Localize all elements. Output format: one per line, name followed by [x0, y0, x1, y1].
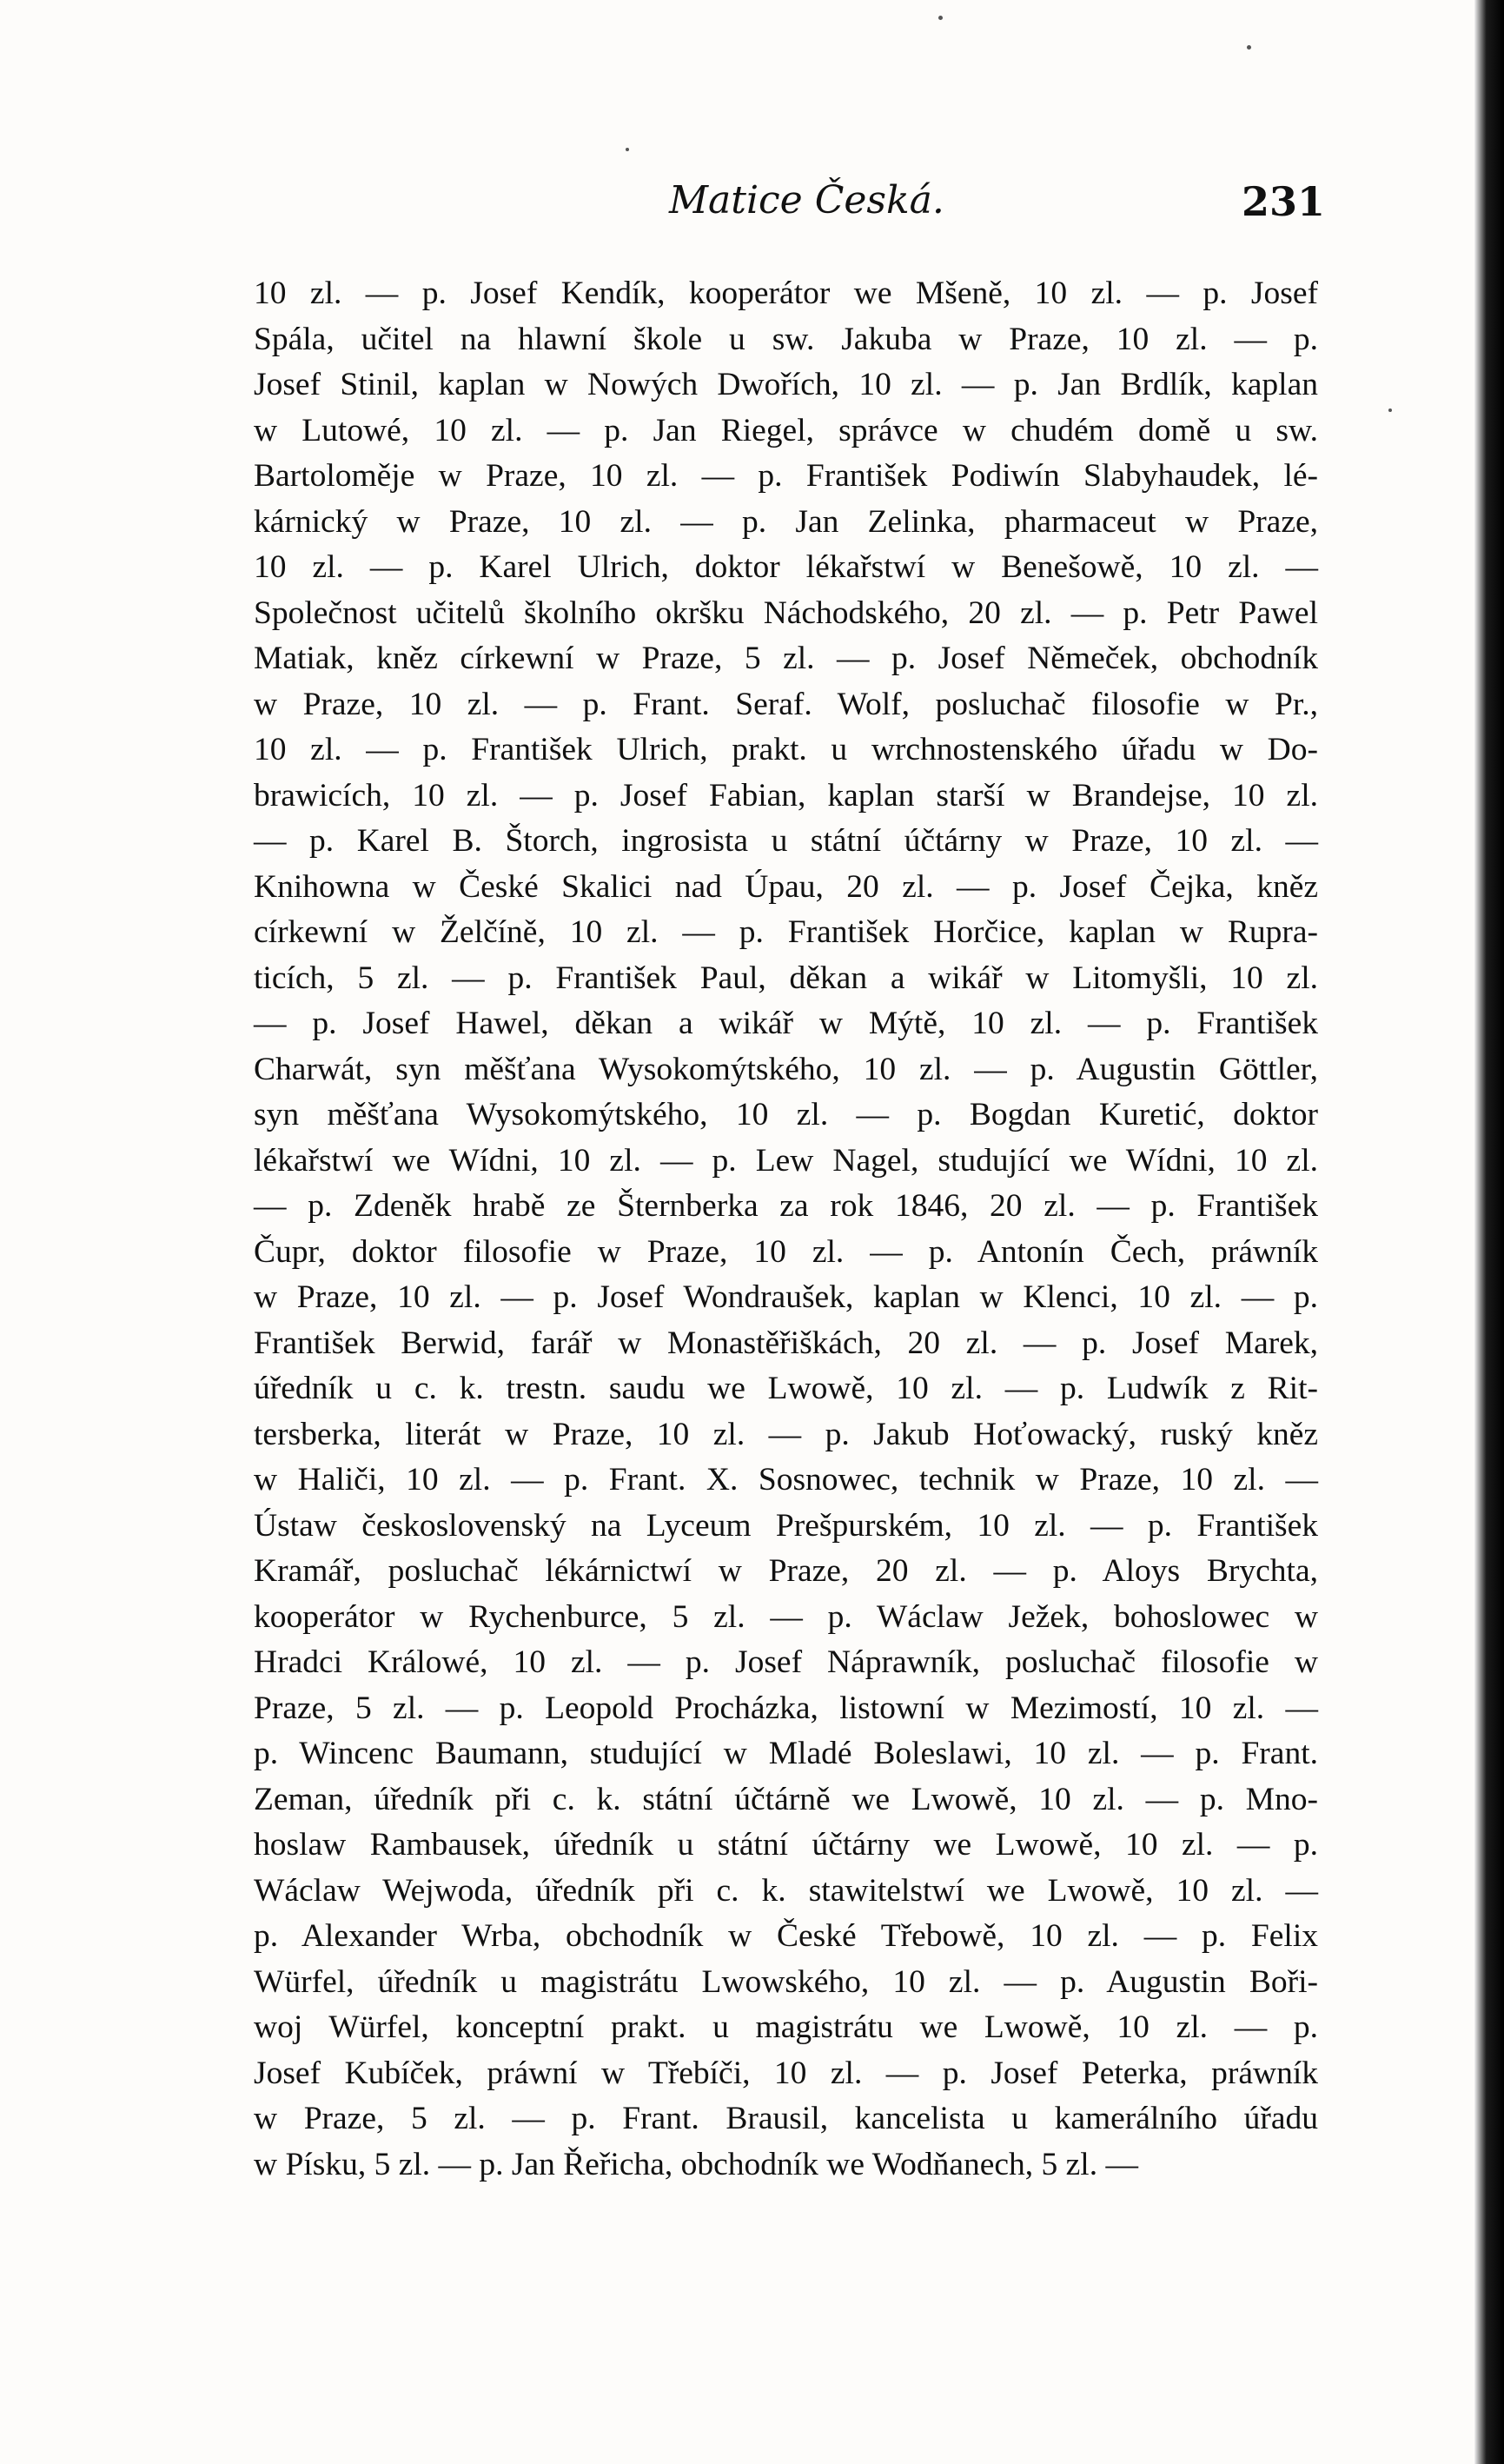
scan-edge-shadow: [1474, 0, 1504, 2464]
text-line: Charwát, syn měšťana Wysokomýtského, 10 zl. — p. Augustin Göttler,: [254, 1051, 1318, 1087]
scan-speck: [1247, 45, 1251, 50]
page-number: 231: [1241, 178, 1325, 225]
text-line: w Haliči, 10 zl. — p. Frant. X. Sosnowec, technik w Praze, 10 zl. —: [254, 1462, 1318, 1498]
text-line: 10 zl. — p. Josef Kendík, kooperátor we Mšeně, 10 zl. — p. Josef: [254, 276, 1318, 311]
text-line: kárnický w Praze, 10 zl. — p. Jan Zelinka, pharmaceut w Praze,: [254, 503, 1318, 540]
text-line: církewní w Želčíně, 10 zl. — p. František Horčice, kaplan w Rupra-: [254, 914, 1318, 950]
text-line: Josef Stinil, kaplan w Nowých Dwořích, 10 zl. — p. Jan Brdlík, kaplan: [254, 367, 1318, 402]
text-line: František Berwid, farář w Monastěřiškách, 20 zl. — p. Josef Marek,: [254, 1325, 1318, 1361]
text-line: Společnost učitelů školního okršku Náchodského, 20 zl. — p. Petr Pawel: [254, 594, 1318, 631]
text-line: Hradci Králowé, 10 zl. — p. Josef Náprawník, posluchač filosofie w: [254, 1644, 1318, 1680]
text-line: p. Wincenc Baumann, studující w Mladé Boleslawi, 10 zl. — p. Frant.: [254, 1736, 1318, 1771]
page-header: [256, 178, 1325, 239]
text-line: woj Würfel, konceptní prakt. u magistrátu we Lwowě, 10 zl. — p.: [254, 2009, 1318, 2045]
text-line: tersberka, literát w Praze, 10 zl. — p. Jakub Hoťowacký, ruský kněz: [254, 1416, 1318, 1452]
text-line: — p. Karel B. Štorch, ingrosista u státní účtárny w Praze, 10 zl. —: [254, 823, 1318, 859]
scan-speck: [626, 148, 629, 151]
text-line: p. Alexander Wrba, obchodník w České Třebowě, 10 zl. — p. Felix: [254, 1918, 1318, 1954]
text-line: 10 zl. — p. Karel Ulrich, doktor lékařstwí w Benešowě, 10 zl. —: [254, 549, 1318, 585]
text-line: w Písku, 5 zl. — p. Jan Řeřicha, obchodník we Wodňanech, 5 zl. —: [254, 2146, 1138, 2182]
text-line: Ústaw československý na Lyceum Prešpurském, 10 zl. — p. František: [254, 1507, 1318, 1544]
scan-speck: [938, 16, 943, 20]
text-line: Spála, učitel na hlawní škole u sw. Jakuba w Praze, 10 zl. — p.: [254, 321, 1318, 357]
running-title: Matice Česká.: [669, 178, 944, 222]
text-line: Wáclaw Wejwoda, úředník při c. k. stawitelstwí we Lwowě, 10 zl. —: [254, 1872, 1318, 1909]
scan-speck: [1388, 408, 1392, 412]
text-line: kooperátor w Rychenburce, 5 zl. — p. Wáclaw Ježek, bohoslowec w: [254, 1598, 1318, 1635]
text-line: 10 zl. — p. František Ulrich, prakt. u wrchnostenského úřadu w Do-: [254, 732, 1318, 767]
text-line: Kramář, posluchač lékárnictwí w Praze, 20 zl. — p. Aloys Brychta,: [254, 1553, 1318, 1589]
text-line: — p. Josef Hawel, děkan a wikář w Mýtě, 10 zl. — p. František: [254, 1006, 1318, 1041]
text-line: Praze, 5 zl. — p. Leopold Procházka, listowní w Mezimostí, 10 zl. —: [254, 1690, 1318, 1726]
text-line: Knihowna w České Skalici nad Úpau, 20 zl. — p. Josef Čejka, kněz: [254, 868, 1318, 905]
text-line: brawicích, 10 zl. — p. Josef Fabian, kaplan starší w Brandejse, 10 zl.: [254, 777, 1318, 814]
text-line: Josef Kubíček, práwní w Třebíči, 10 zl. — p. Josef Peterka, práwník: [254, 2055, 1318, 2091]
text-line: — p. Zdeněk hrabě ze Šternberka za rok 1846, 20 zl. — p. František: [254, 1188, 1318, 1224]
text-line: w Lutowé, 10 zl. — p. Jan Riegel, správce w chudém domě u sw.: [254, 412, 1318, 448]
body-text: [254, 271, 1318, 2188]
text-line: w Praze, 5 zl. — p. Frant. Brausil, kancelista u kamerálního úřadu: [254, 2101, 1318, 2136]
text-line: w Praze, 10 zl. — p. Frant. Seraf. Wolf, posluchač filosofie w Pr.,: [254, 686, 1318, 722]
text-line: lékařstwí we Wídni, 10 zl. — p. Lew Nagel, studující we Wídni, 10 zl.: [254, 1142, 1318, 1179]
text-line: Würfel, úředník u magistrátu Lwowského, 10 zl. — p. Augustin Boři-: [254, 1963, 1318, 2000]
text-line: Bartoloměje w Praze, 10 zl. — p. František Podiwín Slabyhaudek, lé-: [254, 458, 1318, 494]
text-line: ticích, 5 zl. — p. František Paul, děkan a wikář w Litomyšli, 10 zl.: [254, 960, 1318, 996]
text-line: Zeman, úředník při c. k. státní účtárně we Lwowě, 10 zl. — p. Mno-: [254, 1781, 1318, 1817]
text-line: syn měšťana Wysokomýtského, 10 zl. — p. Bogdan Kuretić, doktor: [254, 1097, 1318, 1132]
text-line: úředník u c. k. trestn. saudu we Lwowě, 10 zl. — p. Ludwík z Rit-: [254, 1371, 1318, 1406]
text-line: Čupr, doktor filosofie w Praze, 10 zl. — p. Antonín Čech, práwník: [254, 1233, 1318, 1270]
text-line: hoslaw Rambausek, úředník u státní účtárny we Lwowě, 10 zl. — p.: [254, 1827, 1318, 1863]
text-line: Matiak, kněz církewní w Praze, 5 zl. — p. Josef Němeček, obchodník: [254, 641, 1318, 676]
text-line: w Praze, 10 zl. — p. Josef Wondraušek, kaplan w Klenci, 10 zl. — p.: [254, 1279, 1318, 1315]
